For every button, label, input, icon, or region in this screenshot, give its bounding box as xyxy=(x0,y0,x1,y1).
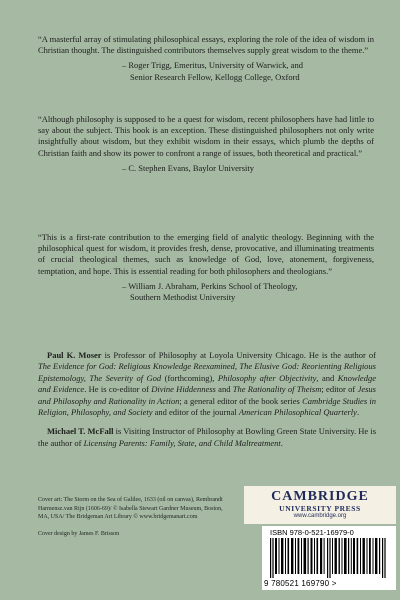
bio-text: (forthcoming), xyxy=(161,372,218,383)
attribution-line: – Roger Trigg, Emeritus, University of Warwick, and xyxy=(122,60,303,71)
bio-text: ; editor of xyxy=(321,384,358,395)
book-title: The Evidence for God: Religious Knowledge Reexamined, The Elusive God: Reorienting Religious Epistemology, The Severity of God xyxy=(38,361,376,383)
attribution-line: Senior Research Fellow, Kellogg College, Oxford xyxy=(130,71,300,82)
book-title: Divine Hiddenness xyxy=(151,384,216,395)
bio-moser xyxy=(38,350,376,418)
blurb-evans xyxy=(38,114,374,174)
isbn-label: ISBN 978-0-521-16979-0 xyxy=(270,528,354,537)
publisher-url: www.cambridge.org xyxy=(293,513,347,519)
bio-text: and editor of the journal xyxy=(152,407,239,418)
bio-text: . xyxy=(356,407,360,418)
blurb-trigg xyxy=(38,34,374,83)
bio-text: , and xyxy=(316,372,338,383)
publisher-name: CAMBRIDGE xyxy=(271,489,369,504)
attribution-line: Southern Methodist University xyxy=(130,292,236,303)
blurb-text: “Although philosophy is supposed to be a quest for wisdom, recent philosophers have had little to say about the subject. This book is an exception. These distinguished philosophers not only write insightfully about wisdom, but they exhibit wisdom in their essays, which plumb the depths of Christian faith and show its power to confront a range of issues, both theoretical and practical.” xyxy=(38,114,374,158)
publisher-logo xyxy=(244,486,396,524)
bio-text: . xyxy=(280,437,283,448)
book-title: Knowledge and Evidence xyxy=(38,372,376,395)
book-title: American Philosophical Quarterly xyxy=(238,407,357,418)
bio-text: ; a general editor of the book series xyxy=(179,395,303,406)
attribution-line: – William J. Abraham, Perkins School of Theology, xyxy=(122,280,298,291)
blurb-abraham xyxy=(38,232,374,303)
bio-text: and xyxy=(215,384,233,395)
author-name: Michael T. McFall xyxy=(47,426,114,437)
author-bios xyxy=(38,350,376,457)
author-name: Paul K. Moser xyxy=(47,350,102,360)
bio-text: is Visiting Instructor of Philosophy at Bowling Green State University. He is the author of xyxy=(38,426,376,448)
barcode-bars-icon xyxy=(270,538,388,578)
book-title: Cambridge Studies in Religion, Philosophy, and Society xyxy=(38,395,376,418)
blurb-attribution xyxy=(122,281,374,303)
bio-text: . He is co-editor of xyxy=(84,384,152,395)
book-title: Licensing Parents: Family, State, and Child Maltreatment xyxy=(83,437,281,448)
bio-text: is Professor of Philosophy at Loyola University Chicago. He is the author of xyxy=(101,350,376,360)
cover-design-credit: Cover design by James F. Brisson xyxy=(38,530,120,537)
book-title: Jesus and Philosophy and Rationality in Action xyxy=(38,384,376,406)
publisher-subname: UNIVERSITY PRESS xyxy=(279,504,361,513)
blurb-attribution xyxy=(122,163,374,174)
blurb-text: “This is a first-rate contribution to the emerging field of analytic theology. Beginning with the philosophical quest for wisdom, it provides fresh, dense, provocative, and illuminating treatments of crucial theological themes, such as knowledge of God, love, atonement, forgiveness, temptation, and hope. This is essential reading for both philosophers and theologians.” xyxy=(38,232,374,276)
barcode xyxy=(262,526,396,590)
barcode-digits: 9 780521 169790 > xyxy=(264,579,337,588)
attribution-line: – C. Stephen Evans, Baylor University xyxy=(122,162,254,173)
blurb-text: “A masterful array of stimulating philosophical essays, exploring the role of the idea of wisdom in Christian thought. The distinguished contributors themselves supply great wisdom to the theme.” xyxy=(38,34,374,56)
bio-mcfall xyxy=(38,426,376,449)
book-title: Philosophy after Objectivity xyxy=(217,372,317,383)
blurb-attribution xyxy=(122,60,374,82)
cover-art-credit: Cover art: The Storm on the Sea of Galilee, 1633 (oil on canvas), Rembrandt Harmensz.van Rijn (1606-69)/ © Isabella Stewart Gardner Museum, Boston, MA, USA/ The Bridgeman Art Library © www.bridgemanart.com xyxy=(38,497,223,520)
cover-credits xyxy=(38,496,234,538)
book-title: The Rationality of Theism xyxy=(232,384,322,395)
